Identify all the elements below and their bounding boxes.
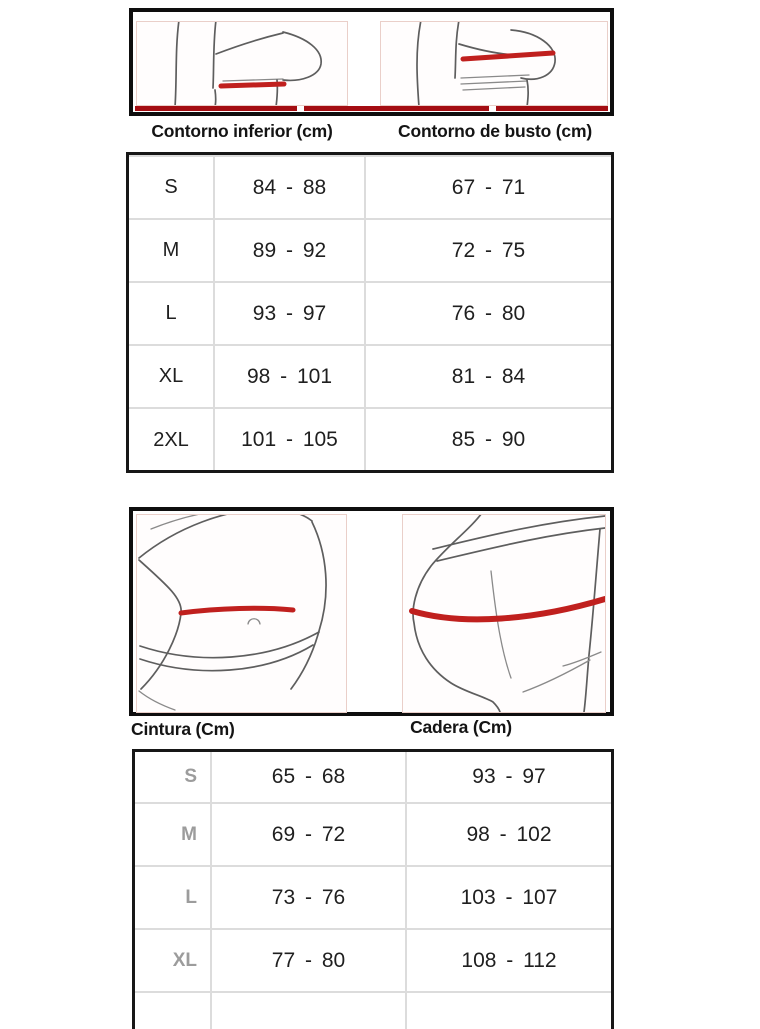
underbust-label: Contorno inferior (cm) [151,121,333,141]
hip-label: Cadera (Cm) [410,717,512,737]
size-cell: S [184,766,197,787]
underbust-range-cell: 84 - 88 [214,156,365,219]
hip-measure-line [412,599,605,619]
underbust-range-cell: 89 - 92 [214,219,365,282]
waist-hip-illustration-frame [129,507,614,716]
waist-range-cell [211,992,406,1029]
size-cell: M [129,219,214,282]
table-row [135,803,611,866]
size-cell: XL [129,345,214,408]
bust-range-cell: 72 - 75 [365,219,611,282]
size-cell: XL [135,929,211,992]
table-row [129,156,611,219]
waist-label: Cintura (Cm) [131,719,235,739]
table-row [129,345,611,408]
size-cell: L [135,866,211,929]
waist-illustration [136,514,347,713]
hip-range-cell: 103 - 107 [406,866,611,929]
underbust-sketch [137,22,347,105]
bust-sketch [381,22,607,105]
hip-sketch [403,515,605,712]
baseline-bar-notch [297,106,304,111]
hip-illustration [402,514,606,713]
bust-illustration-frame [129,8,614,116]
table-row [135,866,611,929]
waist-range-cell: 65 - 68 [211,752,406,803]
baseline-bar-notch [489,106,496,111]
underbust-illustration [136,21,348,106]
table-row [129,408,611,471]
bust-range-cell: 81 - 84 [365,345,611,408]
size-cell: S [129,156,214,219]
waist-sketch [137,515,346,712]
bust-label: Contorno de busto (cm) [398,121,592,141]
waist-range-cell: 77 - 80 [211,929,406,992]
underbust-range-cell: 93 - 97 [214,282,365,345]
waist-range-cell: 73 - 76 [211,866,406,929]
size-cell: M [135,803,211,866]
bust-size-table [126,152,614,473]
waist-hip-size-table [132,749,614,1029]
waist-range-cell: 69 - 72 [211,803,406,866]
hip-range-cell: 93 - 97 [406,752,611,803]
table-row [135,752,611,803]
baseline-bar [135,106,608,111]
hip-range-cell: 108 - 112 [406,929,611,992]
bust-range-cell: 67 - 71 [365,156,611,219]
size-cell [135,992,211,1029]
underbust-measure-line [221,84,284,86]
waist-measure-line [181,608,293,613]
table-row [129,282,611,345]
bust-range-cell: 85 - 90 [365,408,611,471]
bust-measure-line [463,53,553,59]
table-row [135,929,611,992]
underbust-range-cell: 98 - 101 [214,345,365,408]
bust-illustration [380,21,608,106]
table-row [129,219,611,282]
underbust-range-cell: 101 - 105 [214,408,365,471]
size-cell: 2XL [129,408,214,471]
hip-range-cell [406,992,611,1029]
bust-range-cell: 76 - 80 [365,282,611,345]
hip-range-cell: 98 - 102 [406,803,611,866]
size-cell: L [129,282,214,345]
table-row-partial [135,992,611,1029]
